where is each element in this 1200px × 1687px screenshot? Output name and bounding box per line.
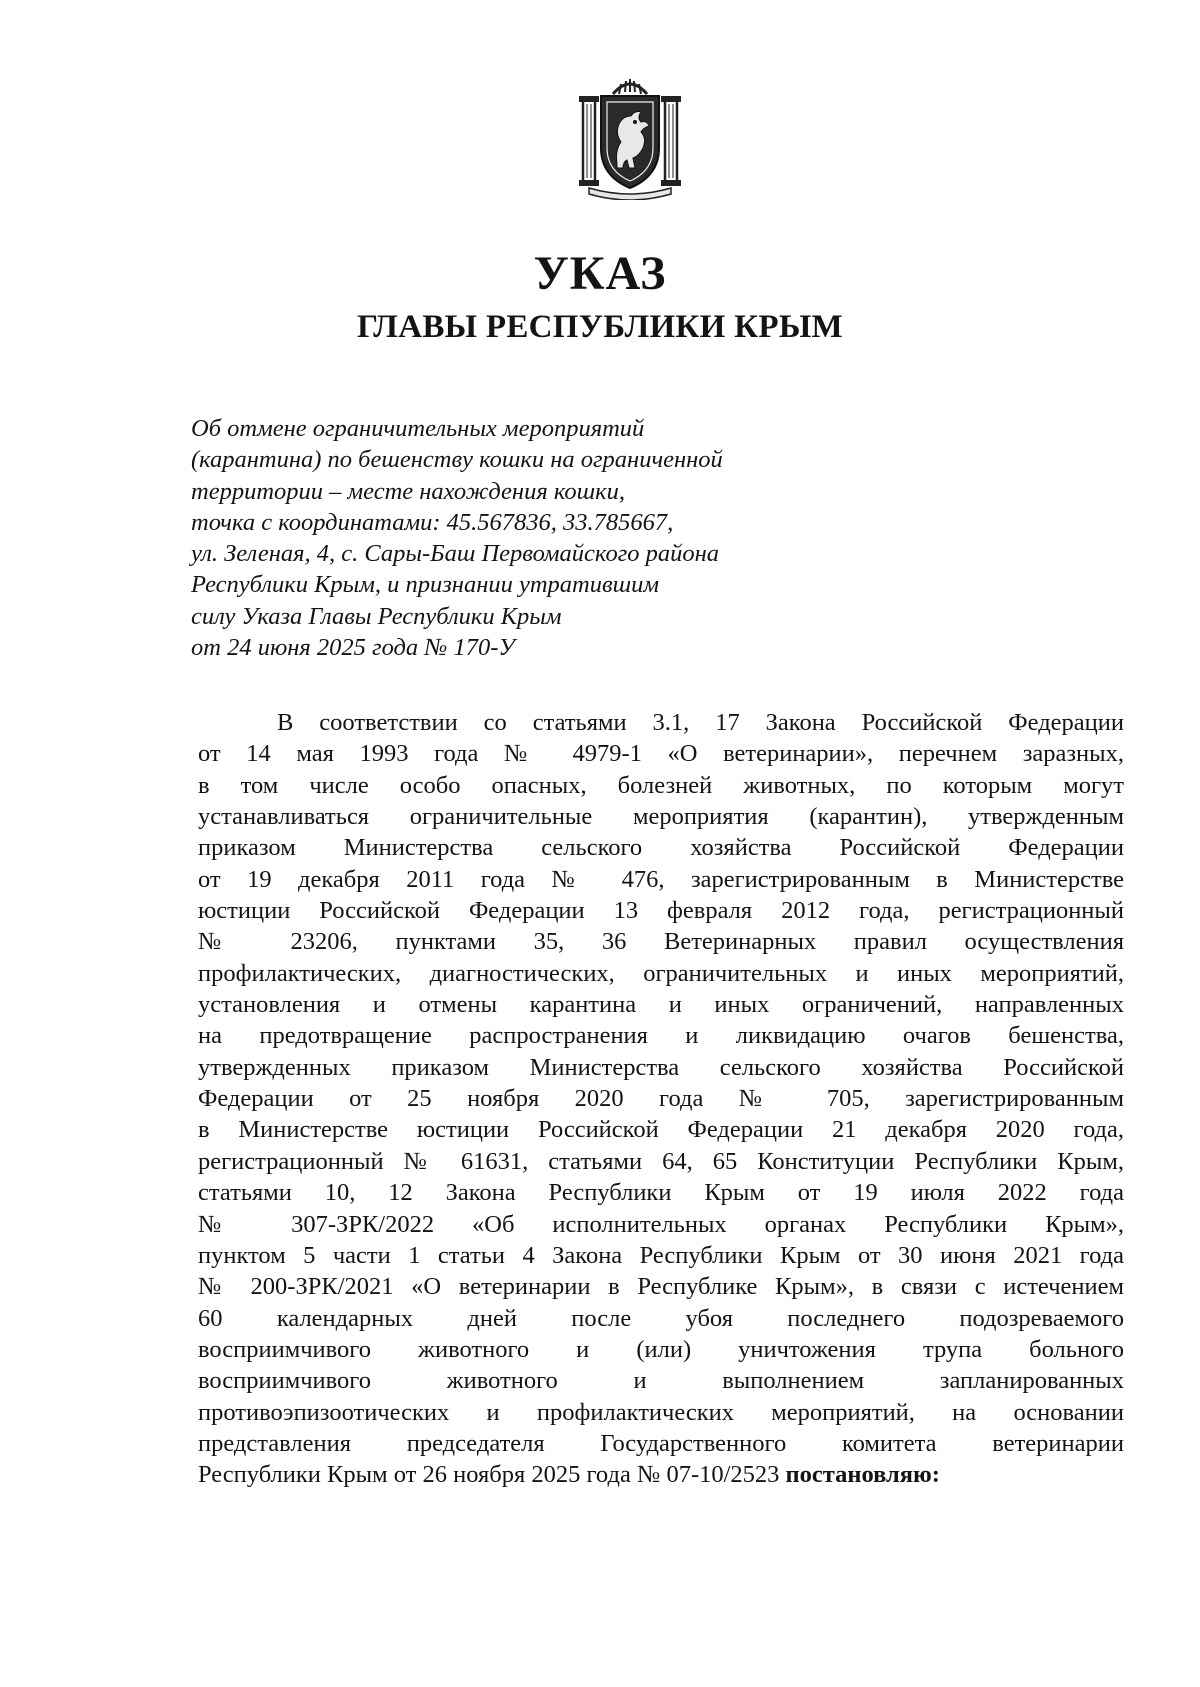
body-line-final <box>198 1459 1124 1490</box>
body-line: 60 календарных дней после убоя последнего подозреваемого <box>198 1304 1124 1332</box>
subject-line: от 24 июня 2025 года № 170-У <box>191 634 515 662</box>
body-line-final-text: Республики Крым от 26 ноября 2025 года № 07-10/2523 <box>198 1461 780 1489</box>
body-line: на предотвращение распространения и ликвидацию очагов бешенства, <box>198 1022 1124 1050</box>
subject-line: точка с координатами: 45.567836, 33.785667, <box>191 508 674 536</box>
body-line: статьями 10, 12 Закона Республики Крым от 19 июля 2022 года <box>198 1179 1124 1207</box>
crimea-coat-of-arms-icon <box>575 72 685 200</box>
resolution-keyword: постановляю: <box>785 1461 940 1489</box>
body-line: в том числе особо опасных, болезней животных, по которым могут <box>198 771 1124 799</box>
body-line: установления и отмены карантина и иных ограничений, направленных <box>198 991 1124 1019</box>
subject-line: силу Указа Главы Республики Крым <box>191 602 562 630</box>
body-line: от 19 декабря 2011 года № 476, зарегистрированным в Министерстве <box>198 865 1124 893</box>
subject-line: Республики Крым, и признании утратившим <box>191 571 660 599</box>
body-line: профилактических, диагностических, ограничительных и иных мероприятий, <box>198 959 1124 987</box>
body-line: № 307-ЗРК/2022 «Об исполнительных органах Республики Крым», <box>198 1210 1124 1238</box>
subject-line: ул. Зеленая, 4, с. Сары-Баш Первомайского района <box>191 540 720 568</box>
decree-subject <box>191 413 831 663</box>
decree-preamble <box>198 707 1124 1491</box>
body-line: В соответствии со статьями 3.1, 17 Закона Российской Федерации <box>277 709 1124 736</box>
body-line: Федерации от 25 ноября 2020 года № 705, зарегистрированным <box>198 1085 1124 1113</box>
body-line: в Министерстве юстиции Российской Федерации 21 декабря 2020 года, <box>198 1116 1124 1144</box>
subject-line: Об отмене ограничительных мероприятий <box>191 415 645 442</box>
body-line: утвержденных приказом Министерства сельского хозяйства Российской <box>198 1053 1124 1081</box>
body-line: регистрационный № 61631, статьями 64, 65 Конституции Республики Крым, <box>198 1147 1124 1175</box>
body-line: пунктом 5 части 1 статьи 4 Закона Республики Крым от 30 июня 2021 года <box>198 1241 1124 1269</box>
decree-subtitle: ГЛАВЫ РЕСПУБЛИКИ КРЫМ <box>356 309 844 345</box>
body-line: восприимчивого животного и выполнением запланированных <box>198 1367 1124 1395</box>
body-line: устанавливаться ограничительные мероприятия (карантин), утвержденным <box>198 803 1124 831</box>
body-line: восприимчивого животного и (или) уничтожения трупа больного <box>198 1335 1124 1363</box>
subject-line: (карантина) по бешенству кошки на ограниченной <box>191 446 723 474</box>
body-line: приказом Министерства сельского хозяйства Российской Федерации <box>198 834 1124 862</box>
subject-line: территории – месте нахождения кошки, <box>191 477 625 505</box>
body-line: от 14 мая 1993 года № 4979-1 «О ветеринарии», перечнем заразных, <box>198 740 1124 768</box>
body-line: противоэпизоотических и профилактических мероприятий, на основании <box>198 1398 1124 1426</box>
body-line: № 200-ЗРК/2021 «О ветеринарии в Республике Крым», в связи с истечением <box>198 1273 1124 1301</box>
body-line: юстиции Российской Федерации 13 февраля 2012 года, регистрационный <box>198 897 1124 925</box>
decree-title: УКАЗ <box>533 247 667 300</box>
body-line: № 23206, пунктами 35, 36 Ветеринарных правил осуществления <box>198 928 1124 956</box>
body-line: представления председателя Государственного комитета ветеринарии <box>198 1429 1124 1457</box>
